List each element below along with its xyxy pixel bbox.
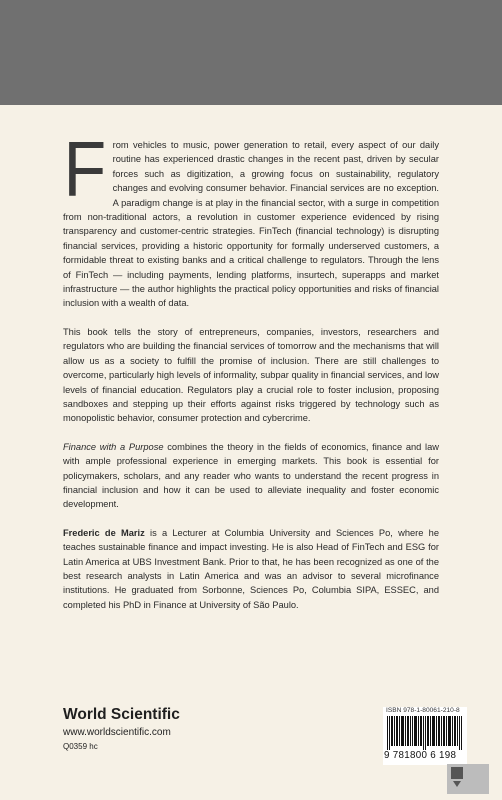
top-gray-band (0, 0, 502, 105)
product-code: Q0359 hc (63, 742, 98, 751)
author-bio-text: is a Lecturer at Columbia University and Sciences Po, where he teaches sustainable finance and impact investing. He is also Head of FinTech and ESG for Latin America at UBS Investment Bank. Prior to that, he has been recognized as one of the best research analysts in Latin America and was an advisor to several microfinance institutions. He graduated from Sorbonne, Sciences Po, Columbia SIPA, ESSEC, and completed his PhD in Finance at University of São Paulo. (63, 527, 440, 610)
blurb-paragraph-3-text: combines the theory in the fields of economics, finance and law with ample professional experience in emerging markets. This book is essential for policymakers, scholars, and any reader who wants to understand the recent progress in financial inclusion and how it can be used to alleviate inequality and foster economic development. (63, 441, 439, 510)
book-title-inline: Finance with a Purpose (63, 441, 164, 452)
back-cover-blurb (63, 125, 440, 626)
isbn-barcode (383, 707, 467, 765)
corner-logo (447, 764, 489, 794)
blurb-paragraph-1 (63, 125, 439, 311)
blurb-paragraph-2: This book tells the story of entrepreneurs, companies, investors, researchers and regulators who are building the financial services of tomorrow and the mechanisms that will allow us as a society to fulfill the promise of inclusion. There are still challenges to overcome, particularly high levels of informality, subpar quality in financial services, and low levels of financial education. Regulators play a crucial role to foster inclusion, proposing sandboxes and stepping up their efforts against risks triggered by technology such as monopolistic behavior, consumer protection and cybercrime. (63, 326, 439, 424)
author-name: Frederic de Mariz (63, 527, 145, 538)
isbn-number: ISBN 978-1-80061-210-8 (386, 707, 460, 714)
publisher-url: www.worldscientific.com (63, 727, 171, 738)
author-bio (63, 526, 439, 612)
triangle-down-icon (453, 781, 461, 787)
blurb-paragraph-3 (63, 440, 439, 512)
barcode-digits: 9 781800 6 198 (384, 750, 457, 761)
drop-cap-letter: F (63, 125, 107, 213)
barcode-icon (387, 716, 463, 750)
publisher-name: World Scientific (63, 706, 180, 723)
square-icon (451, 767, 463, 779)
blurb-paragraph-1-text: rom vehicles to music, power generation to retail, every aspect of our daily routine has experienced drastic changes in the recent past, driven by secular forces such as digitization, a growing focus on sustainability, regulatory changes and evolving consumer behavior. Financial services are no exception. A paradigm change is at play in the financial sector, with a surge in competition from non-traditional actors, a revolution in customer experience evidenced by rising transparency and customer-centric strategies. FinTech (financial technology) is disrupting financial services, providing a historic opportunity for formally underserved customers, a formidable threat to existing banks and a critical challenge to regulators. Through the lens of FinTech — including payments, lending platforms, insurtech, superapps and market infrastructure — the author highlights the practical policy opportunities and risks of financial inclusion with a wealth of data. (63, 140, 439, 309)
publisher-block (63, 706, 180, 752)
